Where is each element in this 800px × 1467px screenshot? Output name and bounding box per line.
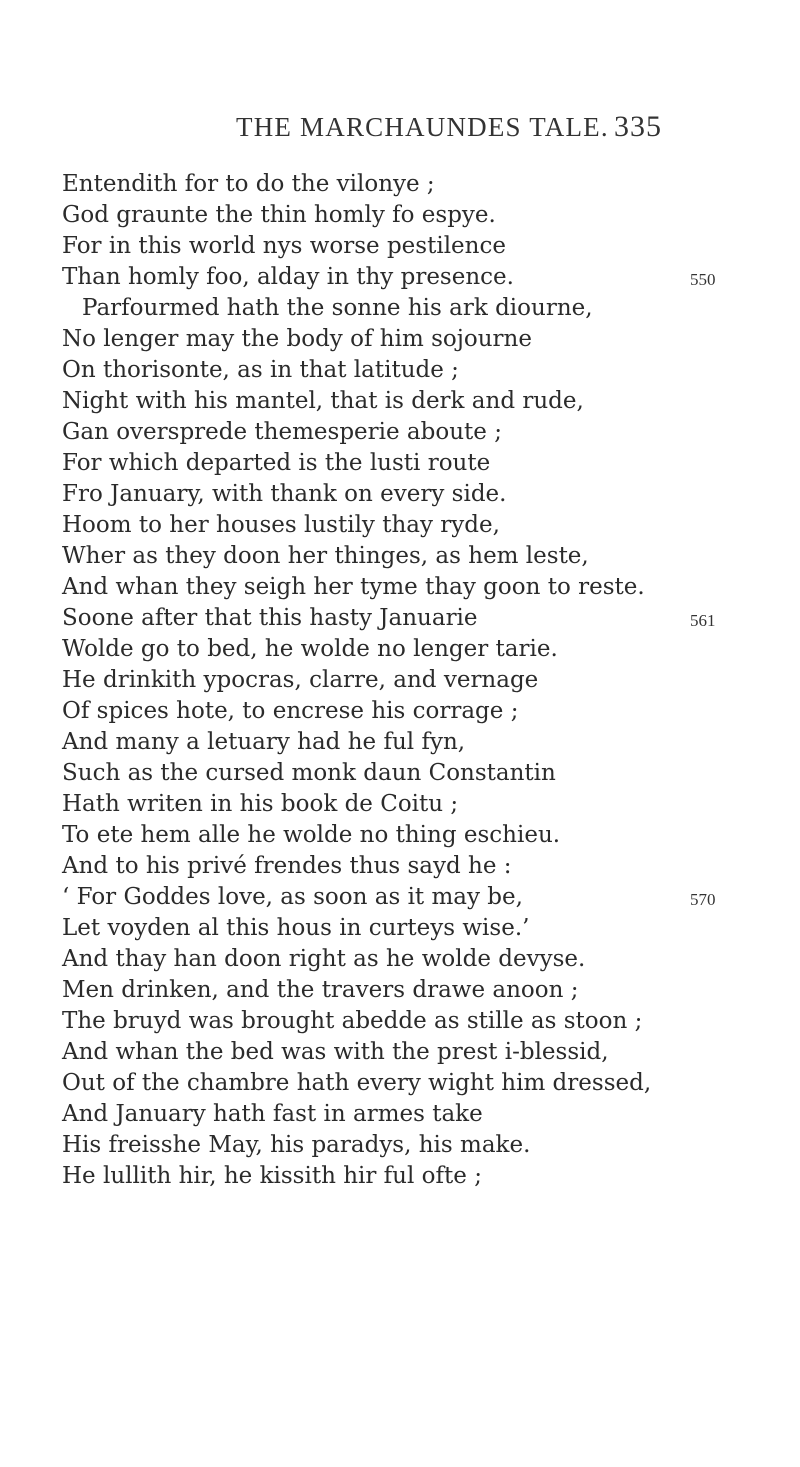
verse-line-text: On thorisonte, as in that latitude ;: [62, 357, 459, 383]
verse-line-text: Fro January, with thank on every side.: [62, 481, 507, 507]
verse-line: [62, 634, 752, 665]
running-title: THE MARCHAUNDES TALE.: [236, 112, 609, 142]
verse-line-text: Hath writen in his book de Coitu ;: [62, 791, 459, 817]
verse-line: [62, 882, 752, 913]
verse-line: [62, 293, 752, 324]
verse-block: [62, 169, 752, 1192]
verse-line: [62, 1161, 752, 1192]
verse-line: [62, 1037, 752, 1068]
running-head: [0, 112, 800, 152]
verse-line-text: And to his privé frendes thus sayd he :: [62, 853, 512, 879]
verse-line: [62, 262, 752, 293]
verse-line-text: Gan oversprede themesperie aboute ;: [62, 419, 502, 445]
verse-line: [62, 944, 752, 975]
verse-line-text: And January hath fast in armes take: [62, 1101, 483, 1127]
verse-line-text: ‘ For Goddes love, as soon as it may be,: [62, 884, 523, 910]
verse-line: [62, 758, 752, 789]
verse-line-text: Than homly foo, alday in thy presence.: [62, 264, 514, 290]
verse-line: [62, 1130, 752, 1161]
verse-line-text: And whan they seigh her tyme thay goon to reste.: [62, 574, 645, 600]
verse-line-text: Let voyden al this hous in curteys wise.’: [62, 915, 530, 941]
verse-line-text: To ete hem alle he wolde no thing eschieu.: [62, 822, 561, 848]
line-number: 570: [690, 890, 716, 909]
verse-line-text: Men drinken, and the travers drawe anoon ;: [62, 977, 579, 1003]
verse-line: [62, 665, 752, 696]
verse-line: [62, 789, 752, 820]
verse-line-text: He lullith hir, he kissith hir ful ofte ;: [62, 1163, 482, 1189]
verse-line: [62, 913, 752, 944]
page-number: 335: [614, 110, 662, 143]
verse-line: [62, 696, 752, 727]
verse-line: [62, 851, 752, 882]
line-number: 550: [690, 270, 716, 289]
verse-line-text: Such as the cursed monk daun Constantin: [62, 760, 556, 786]
verse-line-text: Wolde go to bed, he wolde no lenger tarie.: [62, 636, 558, 662]
verse-line: [62, 541, 752, 572]
verse-line: [62, 448, 752, 479]
verse-line-text: Parfourmed hath the sonne his ark diourne,: [82, 295, 593, 321]
verse-line: [62, 200, 752, 231]
verse-line: [62, 603, 752, 634]
verse-line-text: Out of the chambre hath every wight him dressed,: [62, 1070, 652, 1096]
verse-line-text: And thay han doon right as he wolde devyse.: [62, 946, 586, 972]
verse-line-text: And whan the bed was with the prest i-blessid,: [62, 1039, 609, 1065]
verse-line: [62, 1068, 752, 1099]
verse-line: [62, 1006, 752, 1037]
verse-line: [62, 355, 752, 386]
verse-line-text: For which departed is the lusti route: [62, 450, 491, 476]
verse-line-text: Hoom to her houses lustily thay ryde,: [62, 512, 500, 538]
verse-line: [62, 479, 752, 510]
verse-line-text: No lenger may the body of him sojourne: [62, 326, 532, 352]
verse-line: [62, 820, 752, 851]
verse-line: [62, 417, 752, 448]
verse-line-text: Wher as they doon her thinges, as hem leste,: [62, 543, 589, 569]
verse-line: [62, 169, 752, 200]
verse-line: [62, 510, 752, 541]
verse-line-text: He drinkith ypocras, clarre, and vernage: [62, 667, 539, 693]
verse-line: [62, 1099, 752, 1130]
verse-line-text: Of spices hote, to encrese his corrage ;: [62, 698, 519, 724]
line-number: 561: [690, 611, 716, 630]
verse-line: [62, 231, 752, 262]
verse-line-text: Entendith for to do the vilonye ;: [62, 171, 435, 197]
verse-line-text: And many a letuary had he ful fyn,: [62, 729, 466, 755]
verse-line: [62, 975, 752, 1006]
verse-line: [62, 386, 752, 417]
verse-line: [62, 324, 752, 355]
verse-line-text: For in this world nys worse pestilence: [62, 233, 506, 259]
verse-line-text: God graunte the thin homly fo espye.: [62, 202, 496, 228]
verse-line-text: The bruyd was brought abedde as stille as stoon ;: [62, 1008, 643, 1034]
verse-line-text: Night with his mantel, that is derk and rude,: [62, 388, 584, 414]
verse-line: [62, 572, 752, 603]
verse-line-text: Soone after that this hasty Januarie: [62, 605, 478, 631]
verse-line-text: His freisshe May, his paradys, his make.: [62, 1132, 531, 1158]
verse-line: [62, 727, 752, 758]
